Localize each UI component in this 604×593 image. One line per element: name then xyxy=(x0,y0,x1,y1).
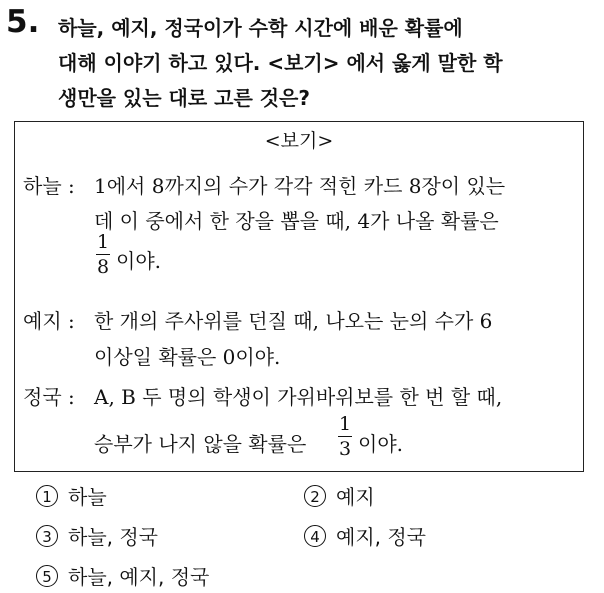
question-number: 5. xyxy=(6,4,40,40)
jungkook-line-2: 승부가 나지 않을 확률은 xyxy=(94,432,307,456)
fraction-numerator: 1 xyxy=(338,413,352,435)
haneul-line-2: 데 이 중에서 한 장을 뽑을 때, 4가 나올 확률은 xyxy=(94,209,499,233)
choice-2[interactable] xyxy=(304,481,375,510)
bogi-box xyxy=(14,121,584,472)
question-line-1: 하늘, 예지, 정국이가 수학 시간에 배운 확률에 xyxy=(58,16,463,40)
fraction-bar xyxy=(96,254,110,255)
choice-3[interactable] xyxy=(36,521,158,550)
haneul-line-3: 이야. xyxy=(116,249,161,273)
fraction-bar xyxy=(338,436,352,437)
yeji-line-2: 이상일 확률은 0이야. xyxy=(94,345,281,369)
haneul-line-1: 1에서 8까지의 수가 각각 적힌 카드 8장이 있는 xyxy=(94,174,506,198)
bogi-title: <보기> xyxy=(264,130,334,152)
speaker-haneul: 하늘 : xyxy=(23,174,75,198)
choice-5[interactable] xyxy=(36,561,209,590)
choice-4[interactable] xyxy=(304,521,426,550)
speaker-yeji: 예지 : xyxy=(23,309,75,333)
choice-text: 예지 xyxy=(336,485,375,509)
choice-text: 하늘, 정국 xyxy=(68,525,158,549)
choice-text: 하늘, 예지, 정국 xyxy=(68,565,210,589)
choice-number-circle: 2 xyxy=(304,485,326,507)
fraction-one-eighth xyxy=(96,232,110,277)
choice-text: 예지, 정국 xyxy=(336,525,426,549)
question-line-3: 생만을 있는 대로 고른 것은? xyxy=(58,86,310,110)
yeji-line-1: 한 개의 주사위를 던질 때, 나오는 눈의 수가 6 xyxy=(94,309,493,333)
jungkook-line-2-end: 이야. xyxy=(358,432,403,456)
speaker-jungkook: 정국 : xyxy=(23,385,75,409)
choice-1[interactable] xyxy=(36,481,107,510)
fraction-numerator: 1 xyxy=(96,231,110,253)
jungkook-line-1: A, B 두 명의 학생이 가위바위보를 한 번 할 때, xyxy=(94,385,503,409)
question-line-2: 대해 이야기 하고 있다. <보기> 에서 옳게 말한 학 xyxy=(58,51,503,75)
choice-text: 하늘 xyxy=(68,485,107,509)
choice-number-circle: 4 xyxy=(304,525,326,547)
choice-number-circle: 1 xyxy=(36,485,58,507)
choice-number-circle: 3 xyxy=(36,525,58,547)
fraction-one-third xyxy=(338,414,352,459)
fraction-denominator: 8 xyxy=(96,256,110,278)
fraction-denominator: 3 xyxy=(338,438,352,460)
choice-number-circle: 5 xyxy=(36,565,58,587)
